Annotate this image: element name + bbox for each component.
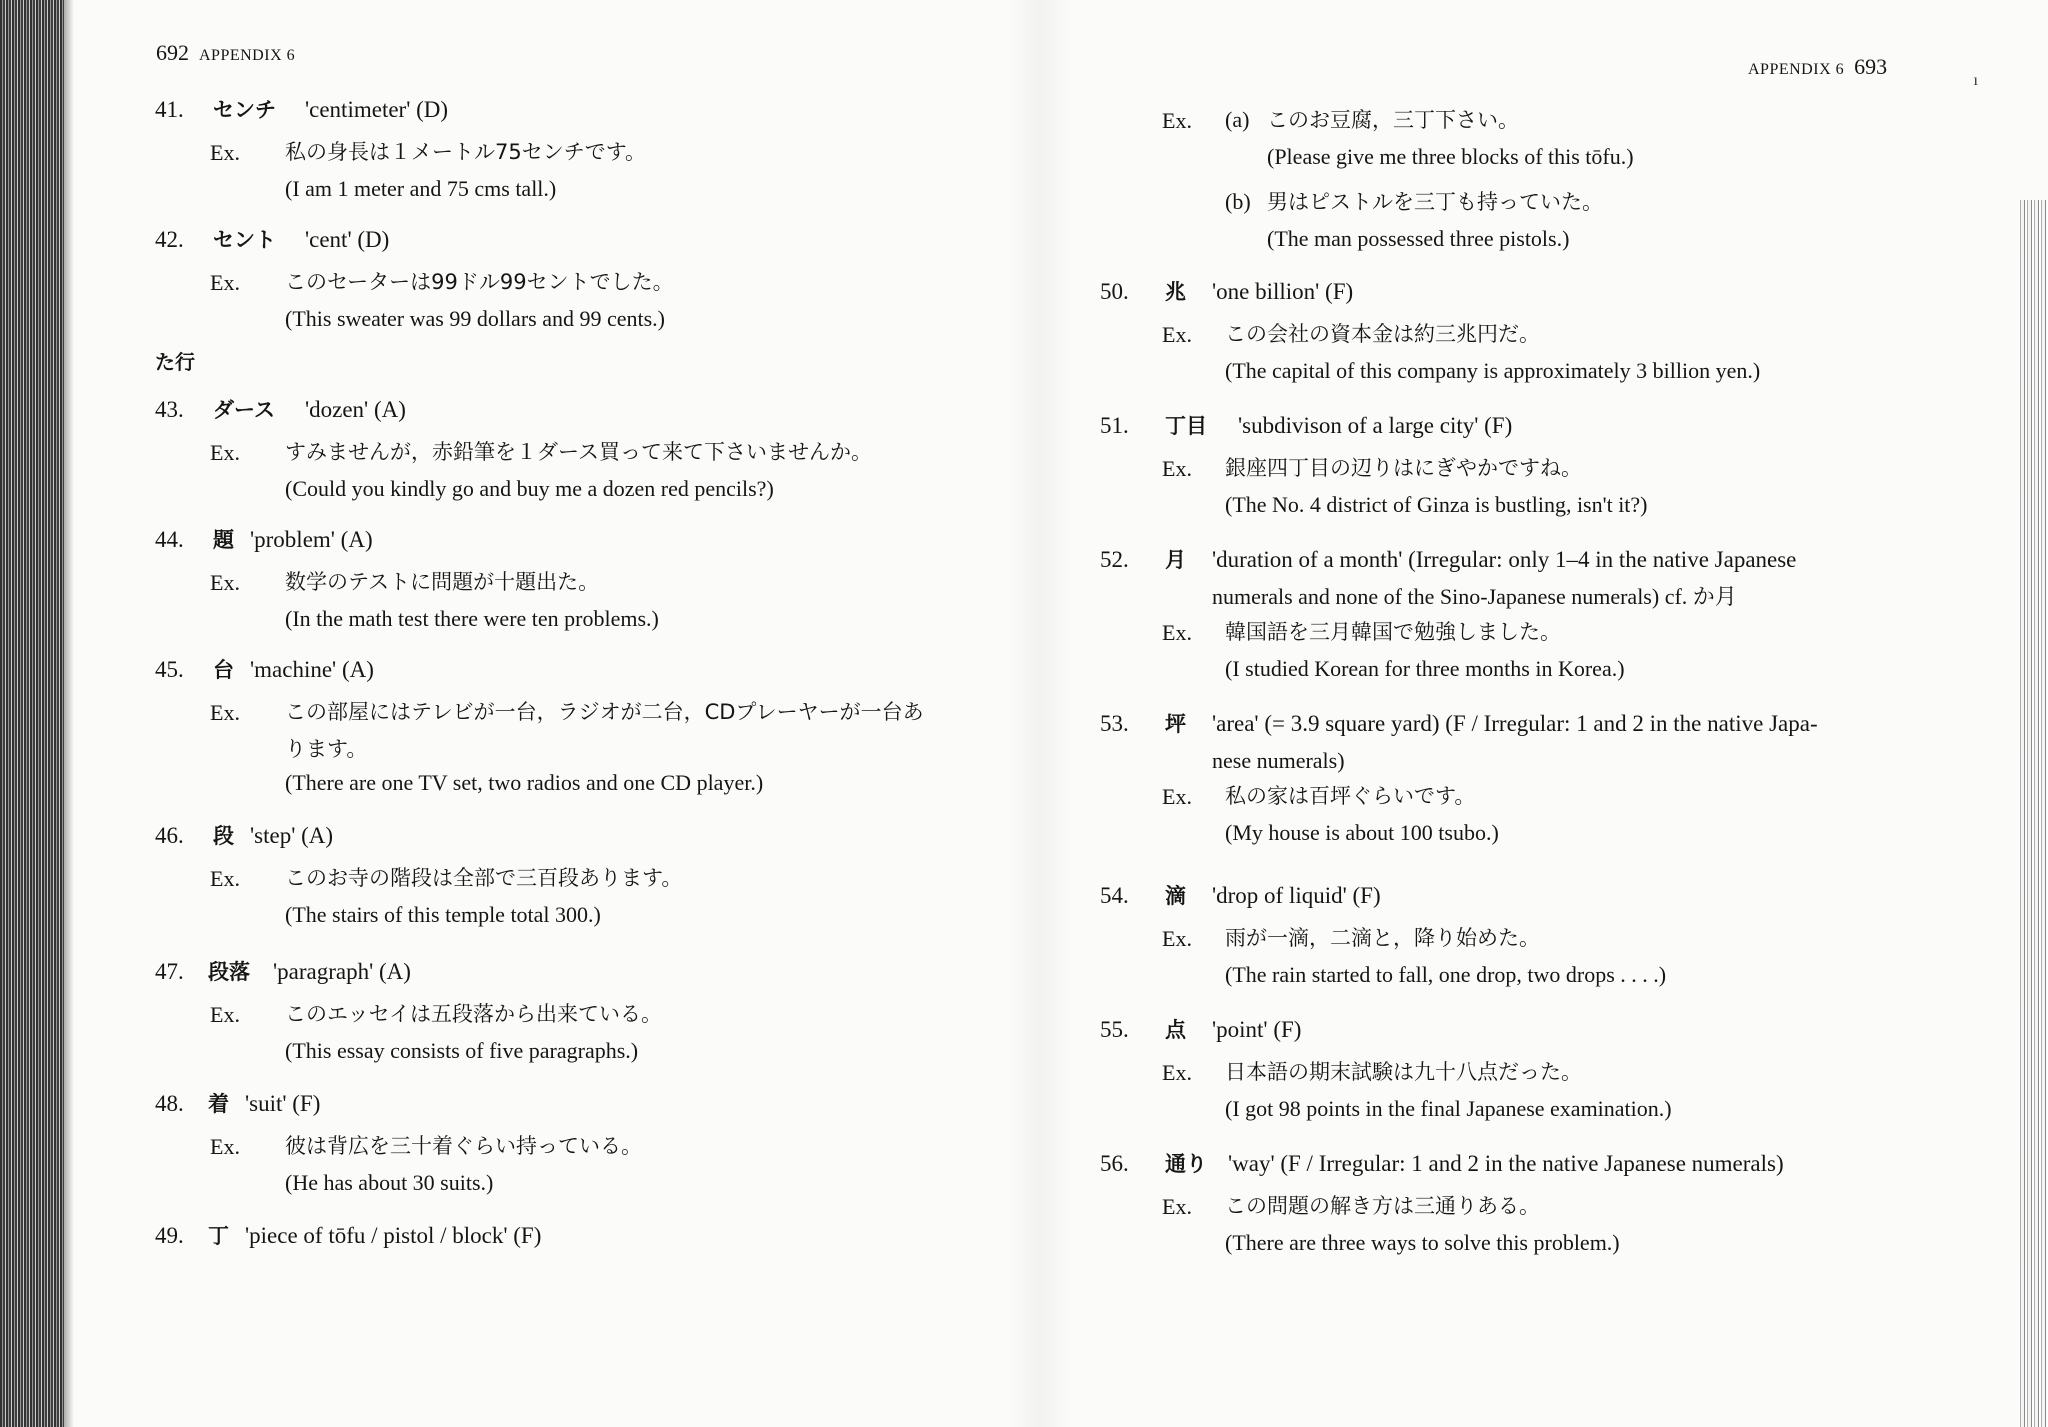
entry-gloss: 'centimeter' (D): [305, 97, 449, 122]
left-page-number: 692: [156, 40, 189, 65]
example-translation: (The man possessed three pistols.): [1267, 226, 1570, 251]
example-translation: (The No. 4 district of Ginza is bustling, isn't it?): [1225, 492, 1648, 517]
example-japanese: 日本語の期末試験は九十八点だった。: [1225, 1060, 1582, 1084]
entry-number: 55.: [1100, 1017, 1129, 1042]
entry-number: 44.: [155, 527, 184, 552]
example-japanese: この会社の資本金は約三兆円だ。: [1225, 322, 1540, 346]
example-label: Ex.: [1162, 1060, 1192, 1085]
example-block: [155, 1126, 985, 1200]
entry-number: 45.: [155, 657, 184, 682]
right-page-number: 693: [1854, 54, 1888, 79]
entry-52: [1100, 538, 1930, 702]
example-japanese: このお寺の階段は全部で三百段あります。: [285, 866, 683, 890]
entry-gloss: 'problem' (A): [250, 527, 373, 552]
entry-number: 54.: [1100, 883, 1129, 908]
example-japanese: (b) 男はピストルを三丁も持っていた。: [1160, 182, 1930, 222]
right-running-header: [1738, 54, 1887, 80]
entry-gloss: 'cent' (D): [305, 227, 390, 252]
example-label: Ex.: [210, 1134, 240, 1159]
entry-50: [1100, 270, 1930, 404]
entry-gloss: 'paragraph' (A): [273, 959, 411, 984]
entry-number: 48.: [155, 1091, 184, 1116]
example-translation: (Please give me three blocks of this tōfu.): [1267, 144, 1634, 169]
example-japanese: 数学のテストに問題が十題出た。: [285, 570, 600, 594]
counter-word: 台: [213, 658, 234, 682]
section-heading: た行: [155, 350, 195, 374]
example-block: [1100, 448, 1930, 522]
counter-word: 丁目: [1165, 414, 1207, 438]
example-translation: (I got 98 points in the final Japanese examination.): [1225, 1096, 1672, 1121]
book-spine-shadow: [0, 0, 64, 1427]
book-gutter: [1010, 0, 1070, 1427]
counter-word: 点: [1165, 1018, 1186, 1042]
example-label: Ex.: [1162, 926, 1192, 951]
entry-53: [1100, 702, 1930, 874]
left-page-column: [155, 88, 985, 1258]
entry-51: [1100, 404, 1930, 538]
example-label: Ex.: [210, 700, 240, 725]
example-block: [155, 432, 985, 506]
entry-41: [155, 88, 985, 218]
example-block: [1100, 100, 1930, 256]
example-block: [155, 994, 985, 1068]
example-block: [155, 692, 985, 800]
entry-gloss: 'subdivison of a large city' (F): [1238, 413, 1513, 438]
example-label: Ex.: [210, 570, 240, 595]
entry-number: 52.: [1100, 547, 1129, 572]
example-label: Ex.: [210, 140, 240, 165]
example-japanese: 銀座四丁目の辺りはにぎやかですね。: [1225, 456, 1582, 480]
counter-word: センチ: [213, 98, 276, 122]
example-japanese: 私の身長は１メートル75センチです。: [285, 140, 647, 164]
entry-56: [1100, 1142, 1930, 1276]
example-translation: (He has about 30 suits.): [285, 1170, 494, 1195]
entry-gloss: 'duration of a month' (Irregular: only 1–4 in the native Japanese: [1212, 547, 1797, 572]
entry-45: [155, 648, 985, 814]
example-block: [1100, 314, 1930, 388]
counter-word: 段: [213, 824, 234, 848]
counter-word: 段落: [208, 960, 250, 984]
example-label: Ex.: [1162, 456, 1192, 481]
example-block: [1100, 1052, 1930, 1126]
entry-gloss-continued: nese numerals): [1212, 748, 1345, 773]
entry-43: [155, 388, 985, 518]
counter-word: 滴: [1165, 884, 1186, 908]
example-japanese: このセーターは99ドル99セントでした。: [285, 270, 674, 294]
example-sub-label: (b): [1225, 189, 1251, 214]
example-japanese: この問題の解き方は三通りある。: [1225, 1194, 1540, 1218]
example-translation: (I am 1 meter and 75 cms tall.): [285, 176, 557, 201]
example-block: [1100, 776, 1930, 850]
example-japanese: この部屋にはテレビが一台，ラジオが二台，CDプレーヤーが一台あ: [285, 700, 924, 724]
counter-word: 兆: [1165, 280, 1186, 304]
example-block: [1100, 918, 1930, 992]
left-appendix-title: APPENDIX 6: [199, 47, 296, 64]
entry-gloss: 'point' (F): [1212, 1017, 1302, 1042]
margin-mark: ı: [1973, 72, 1978, 89]
example-block: [1100, 612, 1930, 686]
entry-54: [1100, 874, 1930, 1008]
example-label: Ex.: [1162, 322, 1192, 347]
counter-word: 坪: [1165, 712, 1186, 736]
entry-gloss: 'way' (F / Irregular: 1 and 2 in the native Japanese numerals): [1228, 1151, 1784, 1176]
entry-gloss: 'step' (A): [250, 823, 334, 848]
counter-word: セント: [213, 228, 276, 252]
example-label: Ex.: [210, 1002, 240, 1027]
example-translation: (This essay consists of five paragraphs.): [285, 1038, 639, 1063]
entry-48: [155, 1082, 985, 1214]
entry-gloss: 'area' (= 3.9 square yard) (F / Irregular: 1 and 2 in the native Japa-: [1212, 711, 1818, 736]
example-japanese: 彼は背広を三十着ぐらい持っている。: [285, 1134, 642, 1158]
example-japanese: すみませんが，赤鉛筆を１ダース買って来て下さいませんか。: [285, 440, 872, 464]
right-appendix-title: APPENDIX 6: [1748, 61, 1845, 78]
example-translation: (The stairs of this temple total 300.): [285, 902, 601, 927]
entry-49: [155, 1214, 985, 1258]
entry-gloss: 'drop of liquid' (F): [1212, 883, 1381, 908]
example-japanese: (a) このお豆腐，三丁下さい。: [1160, 100, 1930, 140]
entry-47: [155, 950, 985, 1082]
entry-number: 53.: [1100, 711, 1129, 736]
entry-number: 47.: [155, 959, 184, 984]
entry-number: 49.: [155, 1223, 184, 1248]
example-label: Ex.: [210, 270, 240, 295]
entry-42: [155, 218, 985, 336]
example-translation: (In the math test there were ten problems.): [285, 606, 659, 631]
example-translation: (My house is about 100 tsubo.): [1225, 820, 1499, 845]
counter-word: 月: [1165, 548, 1186, 572]
entry-number: 46.: [155, 823, 184, 848]
example-japanese: 私の家は百坪ぐらいです。: [1225, 784, 1476, 808]
right-page-column: [1100, 100, 1930, 1276]
entry-number: 43.: [155, 397, 184, 422]
entry-gloss: 'suit' (F): [245, 1091, 321, 1116]
example-translation: (I studied Korean for three months in Korea.): [1225, 656, 1625, 681]
entry-number: 50.: [1100, 279, 1129, 304]
example-japanese: 雨が一滴，二滴と，降り始めた。: [1225, 926, 1540, 950]
example-block: [155, 262, 985, 336]
example-translation: (There are one TV set, two radios and one CD player.): [285, 770, 764, 795]
counter-word: 着: [208, 1092, 229, 1116]
example-translation: (The capital of this company is approximately 3 billion yen.): [1225, 358, 1761, 383]
entry-gloss-continued: numerals and none of the Sino-Japanese numerals) cf. か月: [1212, 584, 1737, 609]
example-translation: (The rain started to fall, one drop, two drops . . . .): [1225, 962, 1667, 987]
example-japanese: このエッセイは五段落から出来ている。: [285, 1002, 662, 1026]
entry-number: 41.: [155, 97, 184, 122]
entry-46: [155, 814, 985, 950]
example-label: Ex.: [210, 440, 240, 465]
counter-word: ダース: [213, 398, 275, 422]
example-japanese-continued: ります。: [285, 737, 368, 761]
example-block: [155, 858, 985, 932]
entry-44: [155, 518, 985, 648]
entry-49-examples: [1100, 100, 1930, 270]
example-block: [155, 132, 985, 206]
example-japanese: 韓国語を三月韓国で勉強しました。: [1225, 620, 1561, 644]
example-translation: (Could you kindly go and buy me a dozen red pencils?): [285, 476, 774, 501]
entry-55: [1100, 1008, 1930, 1142]
page-edge: [2020, 200, 2048, 1427]
example-label: Ex.: [1162, 620, 1192, 645]
left-running-header: [156, 40, 305, 66]
counter-word: 題: [213, 528, 234, 552]
entry-gloss: 'piece of tōfu / pistol / block' (F): [245, 1223, 542, 1248]
example-block: [155, 562, 985, 636]
example-label: Ex.: [210, 866, 240, 891]
entry-gloss: 'dozen' (A): [305, 397, 406, 422]
example-sub-label: (a): [1225, 107, 1250, 132]
counter-word: 丁: [208, 1224, 229, 1248]
entry-number: 42.: [155, 227, 184, 252]
entry-number: 56.: [1100, 1151, 1129, 1176]
entry-gloss: 'machine' (A): [250, 657, 374, 682]
entry-number: 51.: [1100, 413, 1129, 438]
example-translation: (There are three ways to solve this problem.): [1225, 1230, 1620, 1255]
example-translation: (This sweater was 99 dollars and 99 cents.): [285, 306, 666, 331]
example-label: Ex.: [1162, 1194, 1192, 1219]
entry-gloss: 'one billion' (F): [1212, 279, 1354, 304]
example-label: Ex.: [1162, 108, 1192, 133]
counter-word: 通り: [1165, 1152, 1207, 1176]
example-block: [1100, 1186, 1930, 1260]
example-label: Ex.: [1162, 784, 1192, 809]
